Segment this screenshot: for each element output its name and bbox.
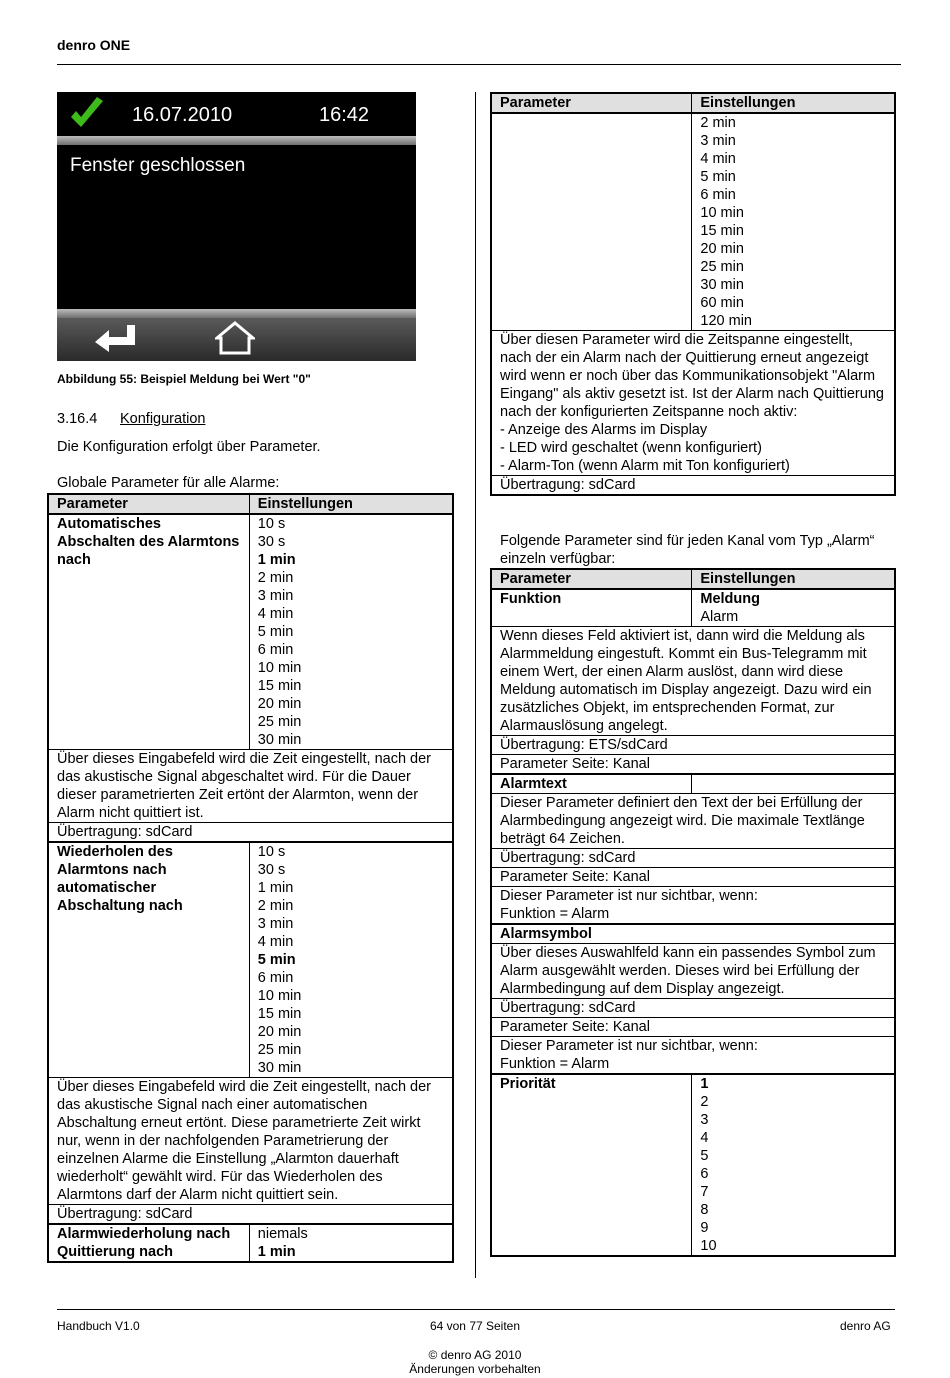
setting-option: 2 [700, 1094, 709, 1110]
param-page: Parameter Seite: Kanal [491, 1018, 895, 1037]
back-arrow-icon [93, 322, 139, 354]
display-nav-bar [57, 318, 416, 361]
global-parameter-table [47, 493, 454, 1263]
setting-option: 10 s [257, 844, 286, 860]
setting-option: 3 [700, 1112, 709, 1128]
param-transfer: Übertragung: sdCard [491, 476, 895, 496]
setting-option: 10 s [257, 516, 286, 532]
param-values [692, 589, 895, 627]
column-divider [475, 92, 476, 1278]
footer-note: Änderungen vorbehalten [409, 1362, 541, 1376]
setting-option: 30 s [257, 862, 286, 878]
setting-option: 1 min [257, 552, 296, 568]
checkmark-icon [67, 95, 107, 135]
param-name: Funktion [491, 589, 692, 627]
param-name-empty [491, 113, 692, 331]
param-transfer: Übertragung: sdCard [48, 1205, 453, 1225]
bullet-item: - Alarm-Ton (wenn Alarm mit Ton konfiguriert) [500, 458, 790, 474]
setting-option: 3 min [257, 588, 294, 604]
setting-option: 4 min [700, 151, 736, 167]
visibility-line: Dieser Parameter ist nur sichtbar, wenn: [500, 1038, 758, 1054]
intro-text: Die Konfiguration erfolgt über Parameter. [57, 439, 321, 455]
setting-option: 6 min [700, 187, 736, 203]
display-bottom-band [57, 309, 416, 318]
param-values [692, 1074, 895, 1256]
section-number: 3.16.4 [57, 411, 98, 427]
param-name: Alarmtext [491, 774, 692, 794]
display-top-band [57, 136, 416, 145]
setting-option: 60 min [700, 295, 744, 311]
param-transfer: Übertragung: sdCard [491, 849, 895, 868]
footer-manual-version: Handbuch V1.0 [57, 1319, 140, 1333]
setting-option: 6 min [257, 970, 294, 986]
footer-copyright: © denro AG 2010 [428, 1348, 522, 1362]
setting-option: Meldung [700, 591, 760, 607]
section-title: Konfiguration [120, 411, 206, 427]
setting-option: 120 min [700, 313, 752, 329]
setting-option: 25 min [700, 259, 744, 275]
param-transfer: Übertragung: ETS/sdCard [491, 736, 895, 755]
continued-parameter-table [490, 92, 896, 496]
setting-option: 20 min [257, 696, 302, 712]
setting-option: 30 min [257, 732, 302, 748]
setting-option: 2 min [257, 570, 294, 586]
setting-option: 9 [700, 1220, 709, 1236]
setting-option: 3 min [700, 133, 736, 149]
setting-option: 4 min [257, 934, 294, 950]
setting-option: 6 min [257, 642, 294, 658]
setting-option: 1 [700, 1076, 709, 1092]
visibility-condition: Funktion = Alarm [500, 1056, 610, 1072]
setting-option: 30 s [257, 534, 286, 550]
header-parameter: Parameter [48, 494, 249, 514]
setting-option: 30 min [700, 277, 744, 293]
param-name: Alarmwiederholung nach Quittierung nach [48, 1224, 249, 1262]
setting-option: 1 min [257, 880, 294, 896]
setting-option: 20 min [257, 1024, 302, 1040]
footer-rule [57, 1309, 895, 1310]
display-time: 16:42 [319, 104, 370, 126]
bullet-item: - LED wird geschaltet (wenn konfiguriert) [500, 440, 762, 456]
header-settings: Einstellungen [692, 569, 895, 589]
param-visibility [491, 1037, 895, 1075]
display-screenshot [57, 92, 416, 361]
param-name: Automatisches Abschalten des Alarmtons nach [48, 514, 249, 750]
setting-option: 5 min [700, 169, 736, 185]
header-settings: Einstellungen [692, 93, 895, 113]
param-visibility [491, 887, 895, 925]
document-title: denro ONE [57, 37, 131, 53]
param-description: Über dieses Eingabefeld wird die Zeit eingestellt, nach der das akustische Signal nach einer automatischen Abschaltung erneut ertönt. Diese parametrierte Zeit wirkt nur, wenn in der nachfolgenden Parametrierung der einzelnen Alarme die Einstellung „Alarmton dauerhaft wiederholt“ gewählt wird. Für das Wiederholen des Alarmtons darf der Alarm nicht quittiert sein. [48, 1078, 453, 1205]
header-parameter: Parameter [491, 569, 692, 589]
setting-option: 5 min [257, 624, 294, 640]
setting-option: 6 [700, 1166, 709, 1182]
footer-page-number: 64 von 77 Seiten [429, 1319, 521, 1333]
setting-option: 25 min [257, 1042, 302, 1058]
setting-option: 1 min [257, 1244, 296, 1260]
param-page: Parameter Seite: Kanal [491, 868, 895, 887]
setting-option: niemals [257, 1226, 308, 1242]
setting-option: 10 min [257, 660, 302, 676]
setting-option: 2 min [257, 898, 294, 914]
display-message: Fenster geschlossen [70, 155, 246, 176]
setting-option: 5 min [257, 952, 296, 968]
param-values [249, 842, 453, 1078]
param-values [249, 1224, 453, 1262]
footer-company: denro AG [840, 1319, 891, 1333]
visibility-condition: Funktion = Alarm [500, 906, 610, 922]
setting-option: 7 [700, 1184, 709, 1200]
setting-option: 4 [700, 1130, 709, 1146]
param-transfer: Übertragung: sdCard [48, 823, 453, 843]
header-settings: Einstellungen [249, 494, 453, 514]
global-params-label: Globale Parameter für alle Alarme: [57, 475, 280, 491]
setting-option: 10 min [700, 205, 744, 221]
header-parameter: Parameter [491, 93, 692, 113]
setting-option: 20 min [700, 241, 744, 257]
setting-option: 30 min [257, 1060, 302, 1076]
setting-option: 15 min [257, 1006, 302, 1022]
param-description: Dieser Parameter definiert den Text der bei Erfüllung der Alarmbedingung angezeigt wird. Die maximale Textlänge beträgt 64 Zeichen. [491, 794, 895, 849]
setting-option: 15 min [257, 678, 302, 694]
setting-option: Alarm [700, 609, 739, 625]
setting-option: 3 min [257, 916, 294, 932]
setting-option: 8 [700, 1202, 709, 1218]
setting-option: 15 min [700, 223, 744, 239]
param-values-empty [692, 774, 895, 794]
param-page: Parameter Seite: Kanal [491, 755, 895, 775]
param-description [491, 331, 895, 476]
setting-option: 4 min [257, 606, 294, 622]
param-description: Über dieses Eingabefeld wird die Zeit eingestellt, nach der das akustische Signal abgeschaltet wird. Für die Dauer dieser parametrierten Zeit ertönt der Alarmton, wenn der Alarm nicht quittiert ist. [48, 750, 453, 823]
param-description: Über dieses Auswahlfeld kann ein passendes Symbol zum Alarm ausgewählt werden. Dieses wird bei Erfüllung der Alarmbedingung auf dem Display angezeigt. [491, 944, 895, 999]
description-text: Über diesen Parameter wird die Zeitspanne eingestellt, nach der ein Alarm nach der Quittierung erneut angezeigt wird wenn er noch über das Kommunikationsobjekt "Alarm Eingang" als aktiv gesetzt ist. Ist der Alarm nach Quittierung nach der konfigurierten Zeitspanne noch aktiv: [500, 332, 884, 420]
display-date: 16.07.2010 [132, 104, 233, 126]
param-values [692, 113, 895, 331]
home-icon [215, 321, 255, 355]
setting-option: 2 min [700, 115, 736, 131]
param-description: Wenn dieses Feld aktiviert ist, dann wird die Meldung als Alarmmeldung eingestuft. Kommt ein Bus-Telegramm mit einem Wert, der einen Alarm auslöst, dann wird diese Meldung automatisch im Display angezeigt. Dazu wird ein zusätzliches Objekt, im entsprechenden Format, zur Alarmauslösung angelegt. [491, 627, 895, 736]
channel-params-label: Folgende Parameter sind für jeden Kanal vom Typ „Alarm“ einzeln verfügbar: [500, 533, 875, 567]
param-name: Alarmsymbol [491, 924, 895, 944]
channel-parameter-table [490, 568, 896, 1257]
bullet-item: - Anzeige des Alarms im Display [500, 422, 708, 438]
figure-caption: Abbildung 55: Beispiel Meldung bei Wert "0" [57, 372, 311, 386]
setting-option: 25 min [257, 714, 302, 730]
setting-option: 10 min [257, 988, 302, 1004]
param-values [249, 514, 453, 750]
param-name: Priorität [491, 1074, 692, 1256]
param-transfer: Übertragung: sdCard [491, 999, 895, 1018]
setting-option: 5 [700, 1148, 709, 1164]
setting-option: 10 [700, 1238, 717, 1254]
visibility-line: Dieser Parameter ist nur sichtbar, wenn: [500, 888, 758, 904]
param-name: Wiederholen des Alarmtons nach automatischer Abschaltung nach [48, 842, 249, 1078]
header-rule [57, 64, 901, 65]
